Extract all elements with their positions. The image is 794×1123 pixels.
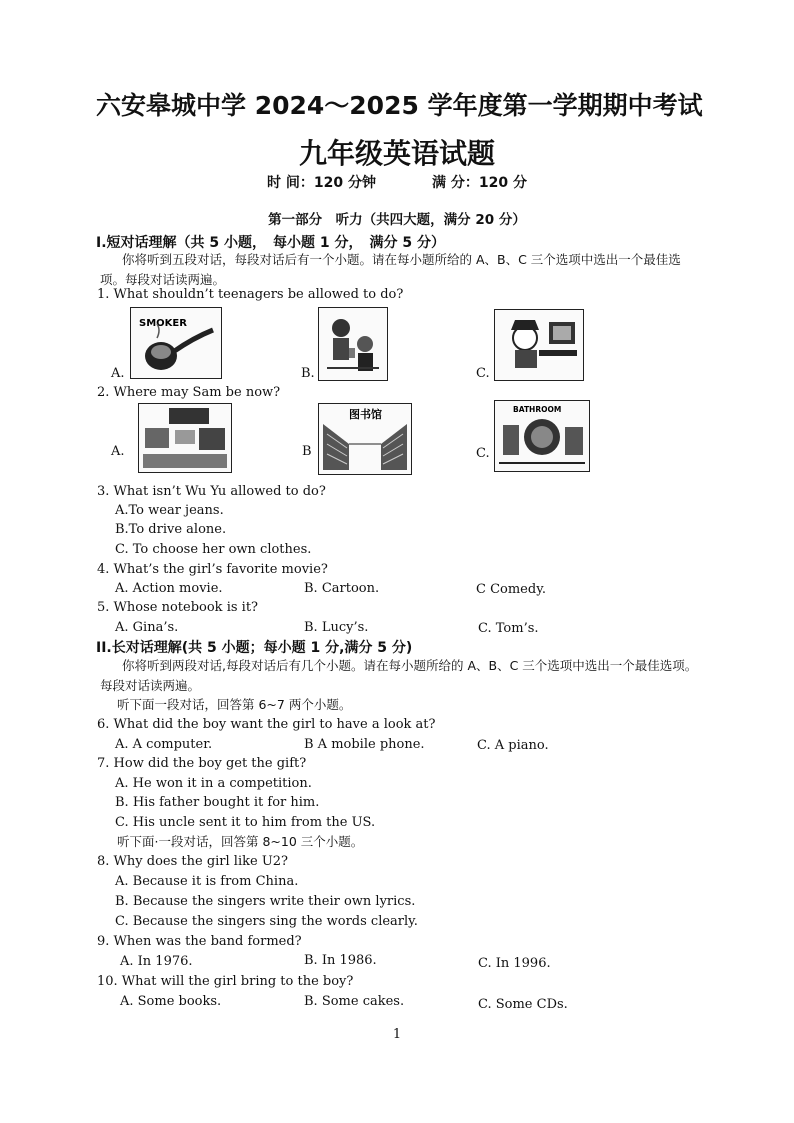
section2-title: II.长对话理解(共 5 小题；每小题 1 分,满分 5 分)	[96, 640, 413, 656]
section2-instruction: 你将听到两段对话,每段对话后有几个小题。请在每小题所给的 A、B、C 三个选项中选出一个最佳选项。每段对话读两遍。	[100, 658, 698, 693]
option-label: C.	[476, 446, 490, 461]
option: A. A computer.	[115, 737, 213, 752]
option: B A mobile phone.	[304, 737, 425, 752]
option: B.To drive alone.	[115, 522, 227, 537]
section1-title: I.短对话理解（共 5 小题， 每小题 1 分， 满分 5 分）	[96, 235, 445, 251]
option: A.To wear jeans.	[115, 503, 224, 518]
option: C. Because the singers sing the words clearly.	[115, 914, 418, 929]
option: A. Gina’s.	[115, 620, 179, 635]
option: C. Tom’s.	[478, 621, 539, 636]
option: C. To choose her own clothes.	[115, 542, 312, 557]
option: A. Action movie.	[115, 581, 223, 596]
option-label: A.	[111, 444, 125, 459]
option-label: B.	[301, 366, 315, 381]
school-title: 六安皋城中学 2024～2025 学年度第一学期期中考试	[96, 91, 703, 120]
option: C. Some CDs.	[478, 997, 568, 1012]
part1-title: 第一部分 听力（共四大题，满分 20 分）	[268, 212, 526, 228]
option: A. He won it in a competition.	[115, 776, 312, 791]
bathroom-picture	[494, 400, 590, 472]
option: B. Because the singers write their own lyrics.	[115, 894, 416, 909]
time-label: 时 间：120 分钟	[267, 175, 376, 191]
picture-caption: BATHROOM	[513, 405, 562, 414]
question-stem: 8. Why does the girl like U2?	[97, 854, 289, 869]
question-stem: 4. What’s the girl’s favorite movie?	[97, 562, 328, 577]
exam-meta	[0, 172, 794, 192]
question-stem: 6. What did the boy want the girl to have a look at?	[97, 717, 436, 732]
library-picture	[318, 403, 412, 475]
option: B. Some cakes.	[304, 994, 405, 1009]
picture-caption: 图书馆	[349, 408, 382, 421]
pipe-smoker-picture	[130, 307, 222, 379]
option: B. His father bought it for him.	[115, 795, 320, 810]
option: A. Some books.	[120, 994, 222, 1009]
score-label: 满 分：120 分	[432, 175, 527, 191]
option-label: A.	[111, 366, 125, 381]
computer-game-picture	[494, 309, 584, 381]
question-stem: 7. How did the boy get the gift?	[97, 756, 307, 771]
option: C. In 1996.	[478, 956, 551, 971]
option-label: B	[302, 444, 312, 459]
question-stem: 1. What shouldn’t teenagers be allowed to do?	[97, 287, 404, 302]
question-stem: 9. When was the band formed?	[97, 934, 302, 949]
option: A. In 1976.	[120, 954, 193, 969]
option: C. A piano.	[477, 738, 549, 753]
people-drinking-picture	[318, 307, 388, 381]
question-stem: 10. What will the girl bring to the boy?	[97, 974, 354, 989]
option: C Comedy.	[476, 582, 546, 597]
question-stem: 3. What isn’t Wu Yu allowed to do?	[97, 484, 326, 499]
option: B. Cartoon.	[304, 581, 380, 596]
picture-caption: SMOKER	[139, 318, 187, 329]
option: B. In 1986.	[304, 953, 377, 968]
option-label: C.	[476, 366, 490, 381]
listening-note: 听下面一段对话，回答第 6~7 两个小题。	[117, 697, 352, 712]
exam-title: 九年级英语试题	[298, 137, 495, 170]
option: B. Lucy’s.	[304, 620, 369, 635]
question-stem: 2. Where may Sam be now?	[97, 385, 281, 400]
option: C. His uncle sent it to him from the US.	[115, 815, 376, 830]
page-number: 1	[392, 1027, 402, 1042]
question-stem: 5. Whose notebook is it?	[97, 600, 259, 615]
listening-note: 听下面·一段对话，回答第 8~10 三个小题。	[117, 834, 364, 849]
section1-instruction: 你将听到五段对话，每段对话后有一个小题。请在每小题所给的 A、B、C 三个选项中选出一个最佳选项。每段对话读两遍。	[100, 252, 681, 287]
option: A. Because it is from China.	[115, 874, 299, 889]
classroom-picture	[138, 403, 232, 473]
